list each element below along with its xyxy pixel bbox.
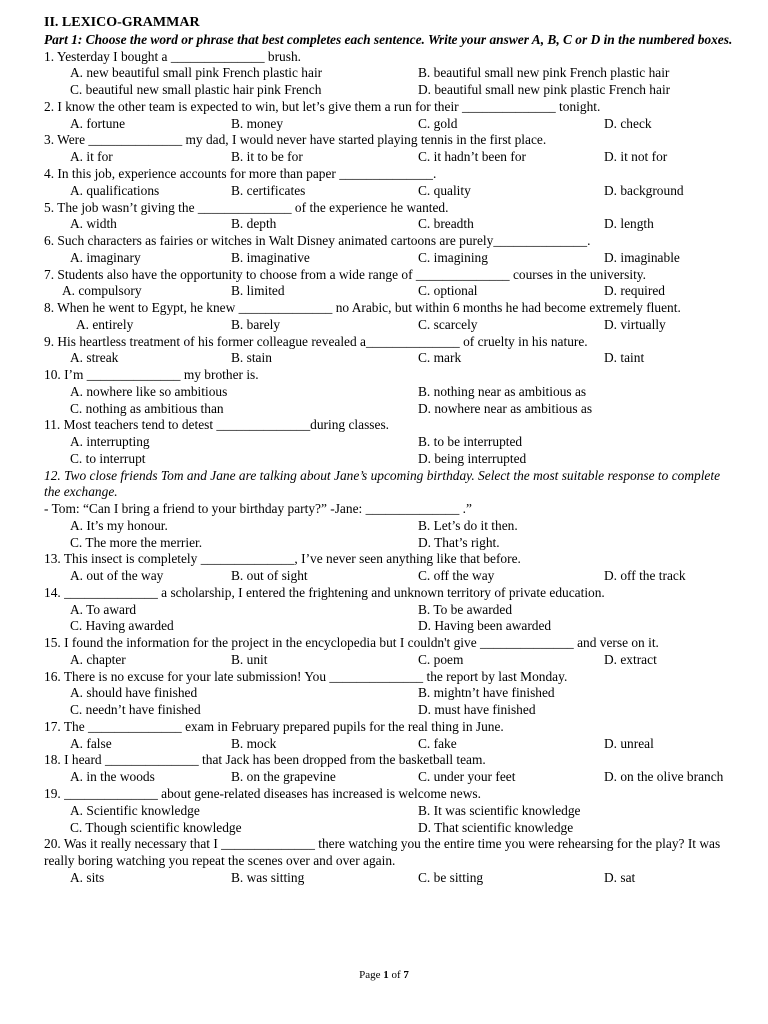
question-3: [44, 132, 734, 166]
options-row: [44, 216, 734, 233]
option-d: D. taint: [604, 350, 645, 366]
option-c: C. Having awarded: [70, 618, 174, 634]
option-a: A. should have finished: [70, 685, 198, 701]
question-18: [44, 752, 734, 786]
options-row: [44, 769, 734, 786]
option-a: A. qualifications: [70, 182, 160, 198]
question-17: [44, 719, 734, 753]
question-20: [44, 836, 734, 886]
options-row: [44, 702, 734, 719]
option-a: A. It’s my honour.: [70, 517, 168, 533]
question-text: 5. The job wasn’t giving the ______________ of the experience he wanted.: [44, 199, 449, 215]
question-1: [44, 49, 734, 99]
option-c: C. quality: [418, 182, 471, 198]
options-row: [44, 870, 734, 887]
question-text: 12. Two close friends Tom and Jane are talking about Jane’s upcoming birthday. Select the most suitable response to complete the exchange.: [44, 467, 721, 500]
option-c: C. nothing as ambitious than: [70, 400, 224, 416]
option-a: A. nowhere like so ambitious: [70, 383, 228, 399]
options-row: [44, 820, 734, 837]
option-b: B. unit: [231, 651, 268, 667]
question-9: [44, 334, 734, 368]
options-row: [44, 602, 734, 619]
option-b: B. beautiful small new pink French plastic hair: [418, 65, 670, 81]
option-d: D. virtually: [604, 316, 666, 332]
options-row: [44, 434, 734, 451]
option-d: D. on the olive branch: [604, 769, 724, 785]
option-a: A. new beautiful small pink French plastic hair: [70, 65, 323, 81]
option-a: A. entirely: [76, 316, 134, 332]
option-c: C. needn’t have finished: [70, 702, 201, 718]
option-a: A. compulsory: [62, 283, 142, 299]
question-text: 9. His heartless treatment of his former colleague revealed a______________ of cruelty in his nature.: [44, 333, 588, 349]
question-13: [44, 551, 734, 585]
option-d: D. extract: [604, 651, 657, 667]
option-a: A. streak: [70, 350, 119, 366]
question-2: [44, 99, 734, 133]
option-c: C. optional: [418, 283, 478, 299]
question-16: [44, 669, 734, 719]
options-row: [44, 183, 734, 200]
option-c: C. be sitting: [418, 869, 484, 885]
options-row: [44, 652, 734, 669]
option-a: A. chapter: [70, 651, 126, 667]
footer-prefix: Page: [359, 969, 384, 981]
option-b: B. out of sight: [231, 568, 308, 584]
option-c: C. mark: [418, 350, 462, 366]
option-c: C. under your feet: [418, 769, 516, 785]
question-text: 16. There is no excuse for your late submission! You ______________ the report by last Monday.: [44, 668, 568, 684]
question-text: 11. Most teachers tend to detest ______________during classes.: [44, 417, 389, 433]
option-b: B. imaginative: [231, 249, 310, 265]
question-text: 2. I know the other team is expected to win, but let’s give them a run for their ______________ tonight.: [44, 98, 601, 114]
instruction-text: Part 1: Choose the word or phrase that best completes each sentence. Write your answer A, B, C or D in the numbered boxes.: [44, 32, 733, 47]
option-d: D. sat: [604, 869, 636, 885]
footer-page-number: 1: [383, 969, 389, 981]
question-15: [44, 635, 734, 669]
option-d: D. nowhere near as ambitious as: [418, 400, 593, 416]
option-c: C. poem: [418, 651, 464, 667]
option-b: B. was sitting: [231, 869, 305, 885]
question-text: 3. Were ______________ my dad, I would never have started playing tennis in the first place.: [44, 132, 547, 148]
option-c: C. breadth: [418, 216, 474, 232]
question-text: 15. I found the information for the project in the encyclopedia but I couldn't give ______________ and verse on it.: [44, 635, 659, 651]
option-a: A. Scientific knowledge: [70, 802, 200, 818]
question-6: [44, 233, 734, 267]
option-d: D. That scientific knowledge: [418, 819, 574, 835]
option-d: D. being interrupted: [418, 450, 527, 466]
question-10: [44, 367, 734, 417]
question-text: 10. I’m ______________ my brother is.: [44, 367, 259, 383]
option-d: D. off the track: [604, 568, 686, 584]
option-c: C. fake: [418, 735, 457, 751]
option-c: C. it hadn’t been for: [418, 149, 526, 165]
question-11: [44, 417, 734, 467]
option-c: C. scarcely: [418, 316, 478, 332]
option-a: A. fortune: [70, 115, 126, 131]
options-row: [44, 736, 734, 753]
question-7: [44, 267, 734, 301]
option-a: A. out of the way: [70, 568, 164, 584]
option-d: D. Having been awarded: [418, 618, 552, 634]
option-a: A. interrupting: [70, 434, 150, 450]
dialog-line: - Tom: “Can I bring a friend to your birthday party?” -Jane: ______________ .”: [44, 501, 472, 517]
option-c: C. Though scientific knowledge: [70, 819, 242, 835]
option-b: B. depth: [231, 216, 277, 232]
option-a: A. imaginary: [70, 249, 141, 265]
question-text: 18. I heard ______________ that Jack has been dropped from the basketball team.: [44, 752, 486, 768]
question-text: 20. Was it really necessary that I ______________ there watching you the entire time you were rehearsing for the play? It was really boring watching you repeat the scenes over and over again.: [44, 836, 721, 869]
options-row: [44, 568, 734, 585]
option-c: C. off the way: [418, 568, 495, 584]
option-b: B. mightn’t have finished: [418, 685, 555, 701]
footer-page-total: 7: [403, 969, 409, 981]
option-d: D. must have finished: [418, 702, 536, 718]
option-c: C. gold: [418, 115, 458, 131]
option-d: D. check: [604, 115, 652, 131]
option-b: B. To be awarded: [418, 601, 513, 617]
option-d: D. length: [604, 216, 654, 232]
options-row: [44, 518, 734, 535]
option-d: D. beautiful small new pink plastic French hair: [418, 82, 671, 98]
option-d: D. unreal: [604, 735, 654, 751]
footer-of: of: [388, 969, 404, 981]
options-row: [44, 283, 734, 300]
options-row: [44, 451, 734, 468]
option-c: C. The more the merrier.: [70, 534, 203, 550]
question-list: [44, 49, 734, 887]
question-8: [44, 300, 734, 334]
options-row: [44, 350, 734, 367]
options-row: [44, 317, 734, 334]
option-b: B. barely: [231, 316, 281, 332]
option-b: B. stain: [231, 350, 272, 366]
question-text: 6. Such characters as fairies or witches in Walt Disney animated cartoons are purely______________.: [44, 233, 591, 249]
option-d: D. it not for: [604, 149, 668, 165]
option-c: C. to interrupt: [70, 450, 146, 466]
option-b: B. nothing near as ambitious as: [418, 383, 587, 399]
options-row: [44, 116, 734, 133]
option-d: D. required: [604, 283, 665, 299]
question-text: 19. ______________ about gene-related diseases has increased is welcome news.: [44, 786, 481, 801]
question-19: [44, 786, 734, 836]
options-row: [44, 535, 734, 552]
option-b: B. limited: [231, 283, 285, 299]
options-row: [44, 384, 734, 401]
option-b: B. money: [231, 115, 284, 131]
options-row: [44, 685, 734, 702]
question-text: 8. When he went to Egypt, he knew ______________ no Arabic, but within 6 months he had become extremely fluent.: [44, 300, 681, 316]
question-text: 14. ______________ a scholarship, I entered the frightening and unknown territory of private education.: [44, 584, 605, 600]
section-title: II. LEXICO-GRAMMAR: [44, 15, 200, 30]
document-page: [44, 14, 734, 887]
question-text: 17. The ______________ exam in February prepared pupils for the real thing in June.: [44, 718, 504, 734]
page-footer: [0, 969, 768, 981]
options-row: [44, 65, 734, 82]
option-b: B. certificates: [231, 182, 306, 198]
option-b: B. to be interrupted: [418, 434, 523, 450]
options-row: [44, 618, 734, 635]
options-row: [44, 82, 734, 99]
option-a: A. in the woods: [70, 769, 155, 785]
question-text: 7. Students also have the opportunity to choose from a wide range of ______________ courses in the university.: [44, 266, 646, 282]
option-b: B. it to be for: [231, 149, 303, 165]
options-row: [44, 803, 734, 820]
option-d: D. imaginable: [604, 249, 680, 265]
option-c: C. beautiful new small plastic hair pink French: [70, 82, 322, 98]
option-a: A. sits: [70, 869, 105, 885]
options-row: [44, 250, 734, 267]
option-b: B. Let’s do it then.: [418, 517, 518, 533]
option-d: D. background: [604, 182, 684, 198]
question-text: 4. In this job, experience accounts for more than paper ______________.: [44, 166, 437, 181]
option-a: A. false: [70, 735, 112, 751]
question-text: 1. Yesterday I bought a ______________ brush.: [44, 48, 302, 64]
question-12: [44, 468, 734, 552]
option-a: A. width: [70, 216, 117, 232]
question-text: 13. This insect is completely ______________, I’ve never seen anything like that before.: [44, 551, 521, 567]
option-d: D. That’s right.: [418, 534, 500, 550]
question-5: [44, 200, 734, 234]
option-c: C. imagining: [418, 249, 488, 265]
option-b: B. It was scientific knowledge: [418, 802, 581, 818]
option-b: B. mock: [231, 735, 277, 751]
options-row: [44, 149, 734, 166]
options-row: [44, 401, 734, 418]
option-a: A. To award: [70, 601, 137, 617]
option-a: A. it for: [70, 149, 113, 165]
question-4: [44, 166, 734, 200]
question-14: [44, 585, 734, 635]
option-b: B. on the grapevine: [231, 769, 336, 785]
